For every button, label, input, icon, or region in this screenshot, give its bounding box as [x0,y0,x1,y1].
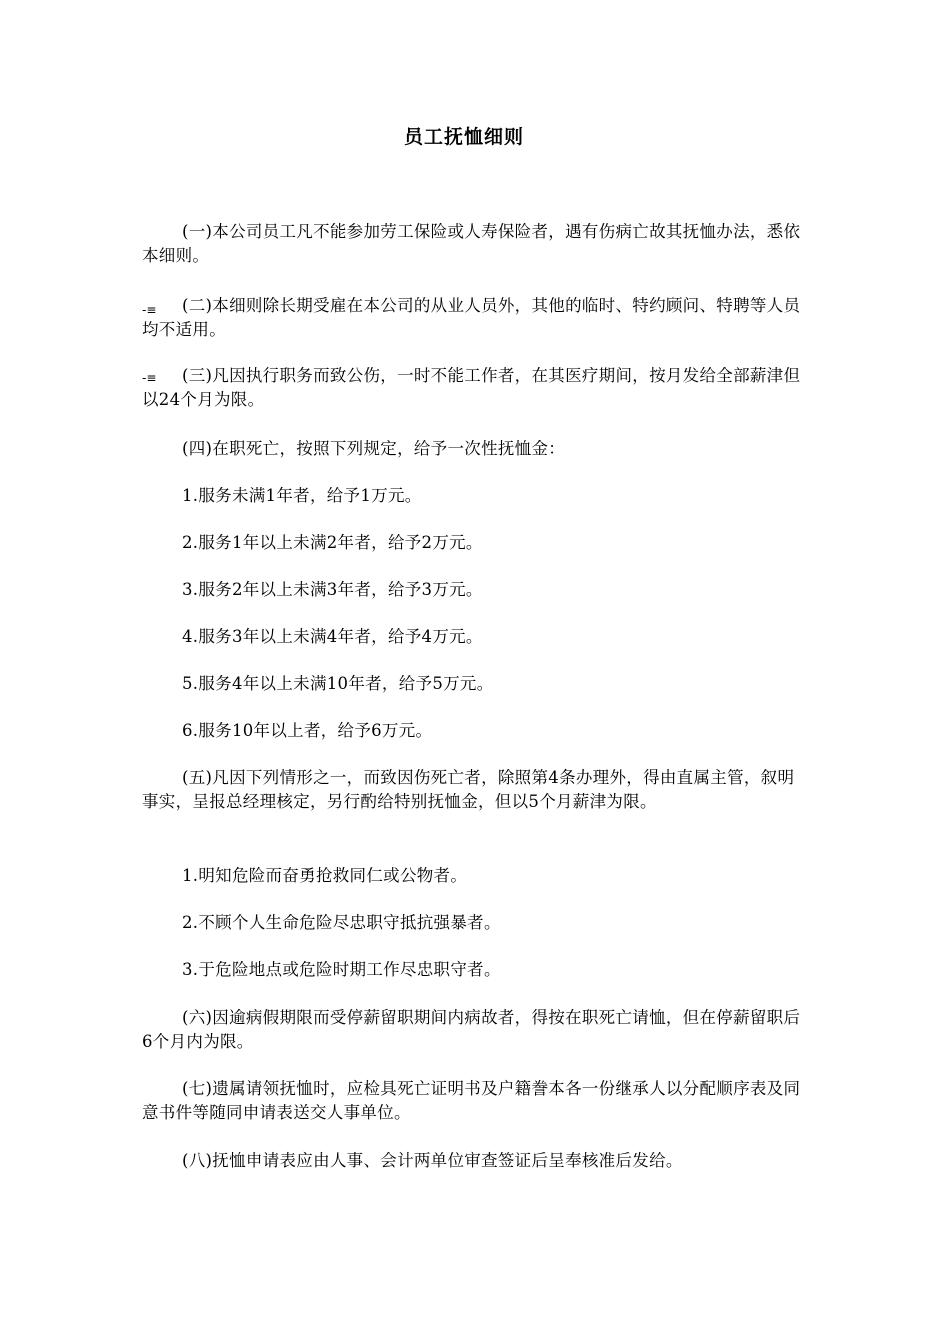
paragraph-5: (五)凡因下列情形之一，而致因伤死亡者，除照第4条办理外，得由直属主管，叙明事实，呈报总经理核定，另行酌给特别抚恤金，但以5个月薪津为限。 [142,768,795,811]
list-item: 1.服务未满1年者，给予1万元。 [182,486,422,505]
list-item: 6.服务10年以上者，给予6万元。 [182,721,433,740]
paragraph-7: (七)遗属请领抚恤时，应检具死亡证明书及户籍誊本各一份继承人以分配顺序表及同意书件等随同申请表送交人事单位。 [142,1079,801,1122]
paragraph-8: (八)抚恤申请表应由人事、会计两单位审查签证后呈奉核准后发给。 [182,1151,683,1170]
list-item: 3.服务2年以上未满3年者，给予3万元。 [182,580,483,599]
paragraph-6: (六)因逾病假期限而受停薪留职期间内病故者，得按在职死亡请恤，但在停薪留职后6个月内为限。 [142,1008,801,1051]
list-item: 2.服务1年以上未满2年者，给予2万元。 [182,533,483,552]
margin-marker: -≡ [142,371,157,385]
list-item: 1.明知危险而奋勇抢救同仁或公物者。 [182,866,468,885]
list-item: 4.服务3年以上未满4年者，给予4万元。 [182,627,483,646]
margin-marker: -≡ [142,303,157,317]
list-item: 5.服务4年以上未满10年者，给予5万元。 [182,674,494,693]
paragraph-4: (四)在职死亡，按照下列规定，给予一次性抚恤金： [182,439,566,458]
paragraph-2: (二)本细则除长期受雇在本公司的从业人员外，其他的临时、特约顾问、特聘等人员均不适用。 [142,296,801,339]
paragraph-3: (三)凡因执行职务而致公伤，一时不能工作者，在其医疗期间，按月发给全部薪津但以24个月为限。 [142,366,801,409]
document-title: 员工抚恤细则 [403,126,524,148]
list-item: 2.不顾个人生命危险尽忠职守抵抗强暴者。 [182,913,501,932]
list-item: 3.于危险地点或危险时期工作尽忠职守者。 [182,960,501,979]
paragraph-1: (一)本公司员工凡不能参加劳工保险或人寿保险者，遇有伤病亡故其抚恤办法，悉依本细则。 [142,222,801,265]
